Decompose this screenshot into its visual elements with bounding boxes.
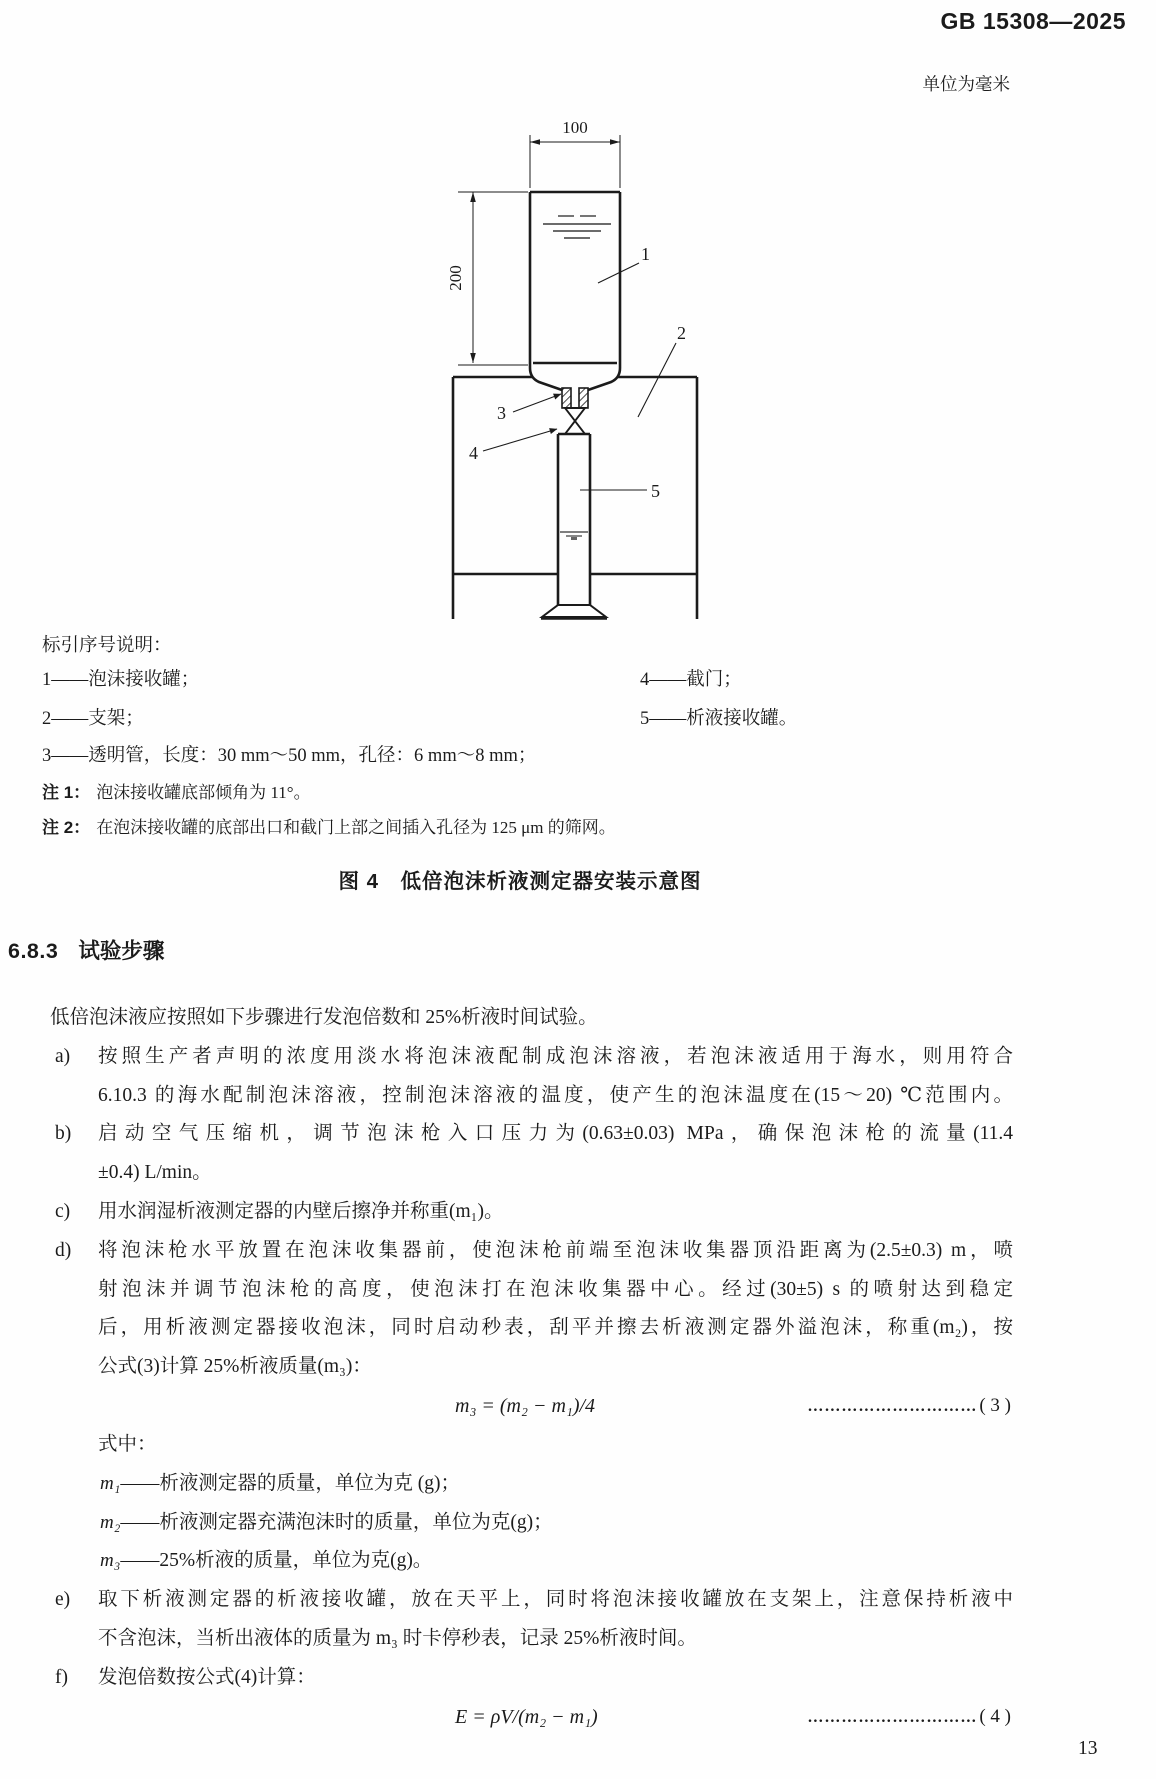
legend-item-5: 5——析液接收罐。 (640, 709, 798, 729)
legend-item-1: 1——泡沫接收罐； (42, 670, 200, 690)
symbol-m1: m₁ (100, 1472, 121, 1494)
foam-receiving-tank-shape (530, 192, 620, 390)
step-e-line-1: 取下析液测定器的析液接收罐，放在天平上，同时将泡沫接收罐放在支架上，注意保持析液中 (98, 1589, 1013, 1611)
formula-3-expression: m₃ = (m₂ − m₁)/4 (455, 1394, 596, 1417)
step-a-marker: a) (55, 1045, 71, 1067)
dimension-100 (530, 118, 620, 188)
liquid-level-symbol (543, 216, 611, 238)
legend-row-3 (42, 741, 536, 767)
step-b (0, 1115, 1013, 1193)
section-heading (8, 934, 164, 965)
step-a-line-1: 按照生产者声明的浓度用淡水将泡沫液配制成泡沫溶液，若泡沫液适用于海水，则用符合 (98, 1045, 1013, 1067)
callout-5: 5 (651, 481, 660, 501)
step-d-line-4: 公式(3)计算 25%析液质量(m₃)： (98, 1356, 372, 1378)
formula-4-dot-leader: ………………………… (807, 1708, 978, 1726)
section-title: 试验步骤 (78, 939, 165, 963)
formula-3-row (0, 1387, 1013, 1426)
step-d (0, 1232, 1013, 1387)
intro-paragraph: 低倍泡沫液应按照如下步骤进行发泡倍数和 25%析液时间试验。 (50, 1007, 598, 1028)
step-f (0, 1659, 1013, 1698)
definition-m2 (100, 1504, 1013, 1543)
step-f-line-1: 发泡倍数按公式(4)计算： (98, 1666, 316, 1688)
definition-m3 (100, 1542, 1013, 1581)
step-a-line-2: 6.10.3 的海水配制泡沫溶液，控制泡沫溶液的温度，使产生的泡沫温度在(15～20) ℃范围内。 (98, 1084, 1013, 1106)
legend-item-2: 2——支架； (42, 709, 144, 729)
note-2-label: 注 2： (42, 818, 91, 837)
callout-2: 2 (677, 323, 686, 343)
legend-item-3: 3——透明管，长度：30 mm～50 mm，孔径：6 mm～8 mm； (42, 746, 537, 766)
definition-m1 (100, 1465, 1013, 1504)
figure-note-1 (42, 778, 311, 803)
callout-4: 4 (469, 443, 478, 463)
definition-m2-text: ——析液测定器充满泡沫时的质量，单位为克(g)； (120, 1511, 553, 1533)
procedure-content (0, 999, 1013, 1737)
formula-4-row (0, 1698, 1013, 1737)
svg-text:100: 100 (562, 118, 588, 137)
cylinder-liquid-mark (560, 532, 588, 540)
note-2-text: 在泡沫接收罐的底部出口和截门上部之间插入孔径为 125 μm 的筛网。 (96, 818, 616, 837)
note-1-label: 注 1： (42, 783, 91, 802)
dimension-200 (446, 192, 528, 365)
figure-note-2 (42, 813, 616, 838)
page-number: 13 (1078, 1738, 1098, 1759)
formula-3-dot-leader: ………………………… (807, 1397, 978, 1415)
transparent-tube-shape (562, 388, 588, 408)
callout-1: 1 (641, 244, 650, 264)
step-f-marker: f) (55, 1666, 68, 1688)
step-d-line-3: 后，用析液测定器接收泡沫，同时启动秒表，刮平并擦去析液测定器外溢泡沫，称重(m₂)，按 (98, 1317, 1013, 1339)
step-b-marker: b) (55, 1123, 72, 1145)
legend-item-4: 4——截门； (640, 670, 742, 690)
step-b-line-2: ±0.4) L/min。 (98, 1162, 212, 1184)
step-b-line-1: 启动空气压缩机，调节泡沫枪入口压力为(0.63±0.03) MPa，确保泡沫枪的流量(11.4 (98, 1123, 1013, 1145)
installation-diagram (385, 100, 725, 630)
step-c (0, 1193, 1013, 1232)
unit-note: 单位为毫米 (922, 74, 1010, 94)
step-c-marker: c) (55, 1200, 71, 1222)
step-d-marker: d) (55, 1239, 72, 1261)
step-d-line-2: 射泡沫并调节泡沫枪的高度，使泡沫打在泡沫收集器中心。经过(30±5) s 的喷射达到稳定 (98, 1278, 1013, 1300)
drainage-cylinder-shape (541, 434, 607, 618)
svg-text:200: 200 (446, 265, 465, 291)
where-label: 式中： (98, 1433, 157, 1455)
formula-3-number: ( 3 ) (979, 1394, 1011, 1416)
step-e-line-2: 不含泡沫，当析出液体的质量为 m₃ 时卡停秒表，记录 25%析液时间。 (98, 1627, 697, 1649)
formula-4-expression: E = ρV/(m₂ − m₁) (455, 1705, 598, 1728)
legend-row-1 (42, 665, 742, 691)
formula-4-number: ( 4 ) (979, 1705, 1011, 1727)
step-d-line-1: 将泡沫枪水平放置在泡沫收集器前，使泡沫枪前端至泡沫收集器顶沿距离为(2.5±0.3) m，喷 (98, 1239, 1013, 1261)
step-a (0, 1038, 1013, 1116)
callout-3: 3 (497, 403, 506, 423)
step-e-marker: e) (55, 1589, 71, 1611)
note-1-text: 泡沫接收罐底部倾角为 11°。 (96, 783, 311, 802)
valve-shape (565, 408, 585, 434)
step-c-line-1: 用水润湿析液测定器的内壁后擦净并称重(m₁)。 (98, 1200, 504, 1222)
figure-caption: 图 4 低倍泡沫析液测定器安装示意图 (338, 870, 702, 893)
symbol-m2: m₂ (100, 1511, 121, 1533)
section-number: 6.8.3 (8, 939, 59, 963)
definition-m3-text: ——25%析液的质量，单位为克(g)。 (120, 1550, 433, 1572)
standard-code: GB 15308—2025 (940, 8, 1126, 34)
legend-row-2 (42, 704, 798, 730)
step-e (0, 1581, 1013, 1659)
symbol-m3: m₃ (100, 1550, 121, 1572)
legend-title: 标引序号说明： (42, 636, 172, 656)
definition-m1-text: ——析液测定器的质量，单位为克 (g)； (120, 1472, 460, 1494)
